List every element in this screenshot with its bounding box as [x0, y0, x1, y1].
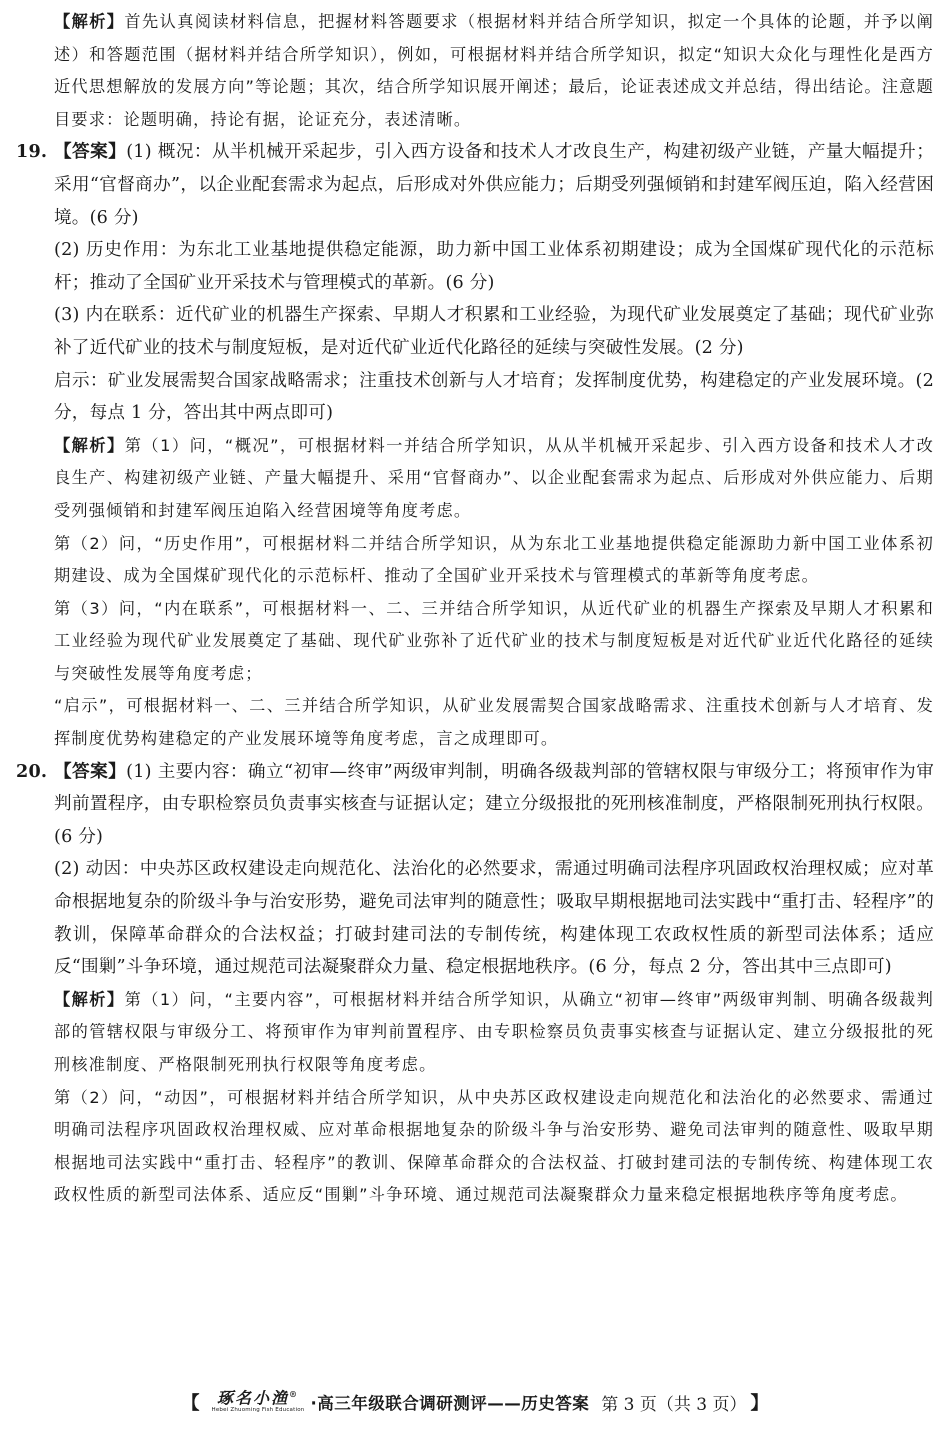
q20-answer-part1-text: (1) 主要内容：确立“初审—终审”两级审判制，明确各级裁判部的管辖权限与审级分工；将预审作为审判前置程序，由专职检察员负责事实核查与证据认定；建立分级报批的死刑核准制度，严格限制死刑执行权限。(6 分) [54, 761, 934, 847]
answer-content [16, 6, 934, 1212]
page-footer [0, 1385, 950, 1419]
publisher-logo [212, 1390, 305, 1414]
footer-left-bracket: 【 [181, 1393, 200, 1414]
q20-analysis-part1-text: 第（1）问，“主要内容”，可根据材料并结合所学知识，从确立“初审—终审”两级审判制、明确各级裁判部的管辖权限与审级分工、将预审作为审判前置程序、由专职检察员负责事实核查与证据认定、建立分级报批的死刑核准制度、严格限制死刑执行权限等角度考虑。 [54, 989, 934, 1074]
logo-wordmark: 琢名小渔® [216, 1388, 299, 1408]
question-19 [16, 136, 934, 755]
analysis-tag: 【解析】 [54, 435, 125, 455]
answer-tag: 【答案】 [54, 761, 127, 782]
question-number: 19. [16, 141, 48, 163]
question-number: 20. [16, 760, 48, 782]
q20-answer-part1 [54, 756, 934, 854]
q19-answer-part1 [54, 136, 934, 234]
page-number: 第 3 页（共 3 页） [601, 1394, 747, 1415]
q19-analysis-part2: 第（2）问，“历史作用”，可根据材料二并结合所学知识，从为东北工业基地提供稳定能源助力新中国工业体系初期建设、成为全国煤矿现代化的示范标杆、推动了全国矿业开采技术与管理模式的革新等角度考虑。 [54, 533, 934, 586]
intro-analysis [54, 6, 934, 136]
q19-answer-part1-text: (1) 概况：从半机械开采起步，引入西方设备和技术人才改良生产，构建初级产业链，产量大幅提升；采用“官督商办”，以企业配套需求为起点，后形成对外供应能力；后期受列强倾销和封建军阀压迫，陷入经营困境。(6 分) [54, 142, 934, 228]
footer-title: ·高三年级联合调研测评——历史答案 [310, 1394, 590, 1413]
q20-answer-part2: (2) 动因：中央苏区政权建设走向规范化、法治化的必然要求，需通过明确司法程序巩固政权治理权威；应对革命根据地复杂的阶级斗争与治安形势，避免司法审判的随意性；吸取早期根据地司法实践中“重打击、轻程序”的教训，保障革命群众的合法权益；打破封建司法的专制传统，构建体现工农政权性质的新型司法体系；适应反“围剿”斗争环境，通过规范司法凝聚群众力量、稳定根据地秩序。(6 分，每点 2 分，答出其中三点即可) [54, 859, 934, 978]
footer-right-bracket: 】 [750, 1393, 769, 1414]
logo-subtitle: Hebei Zhuoming Fish Education [211, 1407, 305, 1414]
q20-analysis-part2: 第（2）问，“动因”，可根据材料并结合所学知识，从中央苏区政权建设走向规范化和法治化的必然要求、需通过明确司法程序巩固政权治理权威、应对革命根据地复杂的阶级斗争与治安形势、避免司法审判的随意性、吸取早期根据地司法实践中“重打击、轻程序”的教训、保障革命群众的合法权益、打破封建司法的专制传统、构建体现工农政权性质的新型司法体系、适应反“围剿”斗争环境、通过规范司法凝聚群众力量来稳定根据地秩序等角度考虑。 [54, 1087, 934, 1205]
q19-answer-part3: (3) 内在联系：近代矿业的机器生产探索、早期人才积累和工业经验，为现代矿业发展奠定了基础；现代矿业弥补了近代矿业的技术与制度短板，是对近代矿业近代化路径的延续与突破性发展。(2 分) [54, 305, 934, 358]
analysis-tag: 【解析】 [54, 12, 125, 31]
q19-analysis-part3: 第（3）问，“内在联系”，可根据材料一、二、三并结合所学知识，从近代矿业的机器生产探索及早期人才积累和工业经验为现代矿业发展奠定了基础、现代矿业弥补了近代矿业的技术与制度短板是对近代矿业近代化路径的延续与突破性发展等角度考虑； [54, 598, 934, 683]
question-20 [16, 756, 934, 1212]
analysis-tag: 【解析】 [54, 989, 125, 1009]
q19-answer-inspiration: 启示：矿业发展需契合国家战略需求；注重技术创新与人才培育；发挥制度优势，构建稳定的产业发展环境。(2 分，每点 1 分，答出其中两点即可) [54, 370, 934, 424]
q19-analysis-part1 [54, 430, 934, 528]
answer-tag: 【答案】 [54, 142, 127, 163]
q19-analysis-part1-text: 第（1）问，“概况”，可根据材料一并结合所学知识，从从半机械开采起步、引入西方设备和技术人才改良生产、构建初级产业链、产量大幅提升、采用“官督商办”、以企业配套需求为起点、后形成对外供应能力、后期受列强倾销和封建军阀压迫陷入经营困境等角度考虑。 [54, 435, 934, 520]
q19-answer-part2: (2) 历史作用：为东北工业基地提供稳定能源，助力新中国工业体系初期建设；成为全国煤矿现代化的示范标杆；推动了全国矿业开采技术与管理模式的革新。(6 分) [54, 240, 934, 293]
q20-analysis-part1 [54, 984, 934, 1082]
q19-analysis-inspiration: “启示”，可根据材料一、二、三并结合所学知识，从矿业发展需契合国家战略需求、注重技术创新与人才培育、发挥制度优势构建稳定的产业发展环境等角度考虑，言之成理即可。 [54, 696, 934, 749]
intro-analysis-text: 首先认真阅读材料信息，把握材料答题要求（根据材料并结合所学知识，拟定一个具体的论题，并予以阐述）和答题范围（据材料并结合所学知识），例如，可根据材料并结合所学知识，拟定“知识大众化与理性化是西方近代思想解放的发展方向”等论题；其次，结合所学知识展开阐述；最后，论证表述成文并总结，得出结论。注意题目要求：论题明确，持论有据，论证充分，表述清晰。 [54, 12, 934, 129]
